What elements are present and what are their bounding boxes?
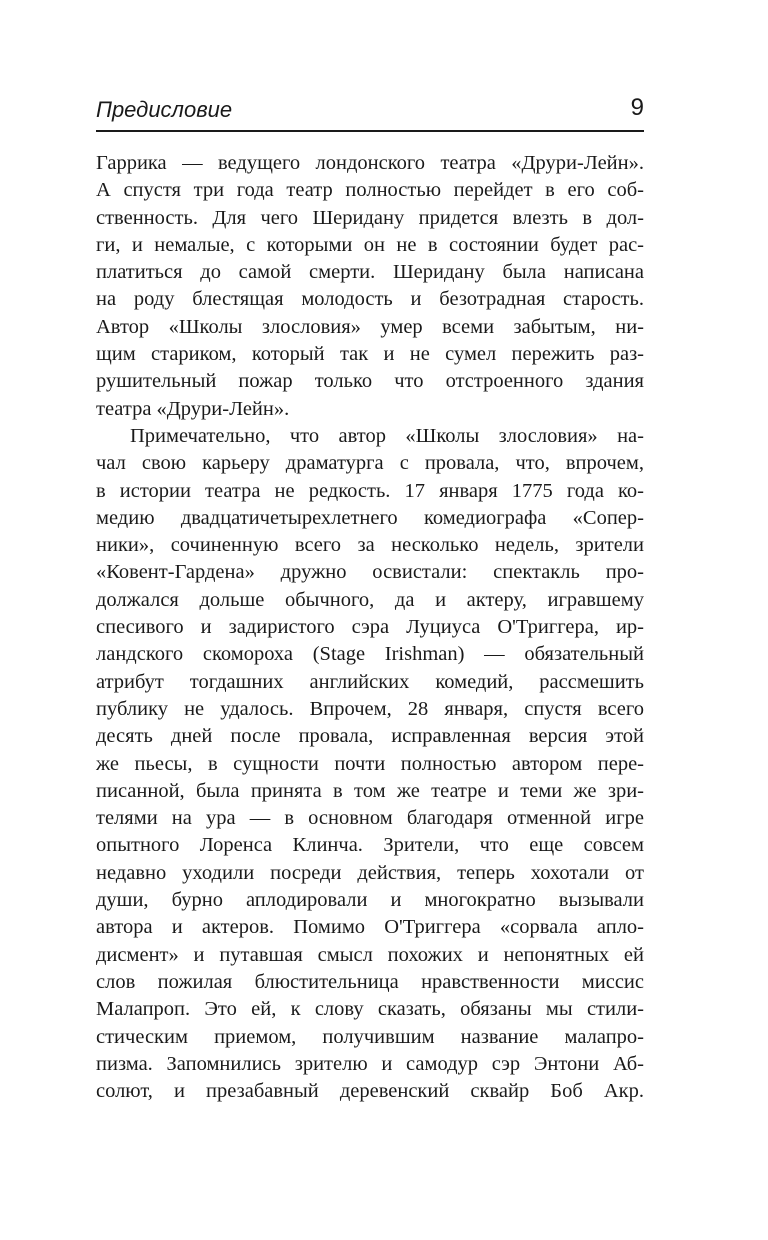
text-line: театра «Друри-Лейн». — [96, 397, 290, 420]
text-line: Автор «Школы злословия» умер всеми забытым, ни- — [96, 315, 644, 338]
text-line: спесивого и задиристого сэра Луциуса О'Триггера, ир- — [96, 616, 644, 639]
text-line: щим стариком, который так и не сумел пережить раз- — [96, 343, 644, 366]
paragraph-2 — [96, 423, 644, 1105]
text-line: солют, и презабавный деревенский сквайр Боб Акр. — [96, 1080, 644, 1103]
text-line: Примечательно, что автор «Школы злословия» на- — [130, 424, 644, 447]
text-line: дисмент» и путавшая смысл похожих и непонятных ей — [96, 943, 644, 966]
text-line: телями на ура — в основном благодаря отменной игре — [96, 807, 644, 830]
text-line: недавно уходили посреди действия, теперь хохотали от — [96, 861, 644, 884]
text-line: публику не удалось. Впрочем, 28 января, спустя всего — [96, 697, 644, 720]
text-line: атрибут тогдашних английских комедий, рассмешить — [96, 670, 644, 693]
text-line: ственность. Для чего Шеридану придется влезть в дол- — [96, 206, 644, 229]
text-line: платиться до самой смерти. Шеридану была написана — [96, 261, 644, 284]
text-line: медию двадцатичетырехлетнего комедиографа «Сопер- — [96, 506, 644, 529]
text-line: ландского скомороха (Stage Irishman) — обязательный — [96, 643, 644, 666]
text-line: слов пожилая блюстительница нравственности миссис — [96, 970, 644, 993]
text-line: Гаррика — ведущего лондонского театра «Друри-Лейн». — [96, 152, 644, 174]
text-line: Малапроп. Это ей, к слову сказать, обязаны мы стили- — [96, 998, 644, 1021]
text-line: А спустя три года театр полностью перейдет в его соб- — [96, 179, 644, 202]
text-line: души, бурно аплодировали и многократно вызывали — [96, 889, 644, 912]
paragraph-1 — [96, 150, 644, 423]
text-line: чал свою карьеру драматурга с провала, что, впрочем, — [96, 452, 644, 475]
text-line: автора и актеров. Помимо О'Триггера «сорвала апло- — [96, 916, 644, 939]
text-line: ги, и немалые, с которыми он не в состоянии будет рас- — [96, 233, 644, 256]
running-head — [96, 94, 644, 132]
text-line: ники», сочиненную всего за несколько недель, зрители — [96, 534, 644, 557]
text-line: десять дней после провала, исправленная версия этой — [96, 725, 644, 748]
text-line: рушительный пожар только что отстроенного здания — [96, 370, 644, 393]
text-line: опытного Лоренса Клинча. Зрители, что еще совсем — [96, 834, 644, 857]
text-line: в истории театра не редкость. 17 января 1775 года ко- — [96, 479, 644, 502]
text-line: должался дольше обычного, да и актеру, игравшему — [96, 588, 644, 611]
text-line: стическим приемом, получившим название малапро- — [96, 1025, 644, 1048]
text-line: писанной, была принята в том же театре и теми же зри- — [96, 779, 644, 802]
text-line: же пьесы, в сущности почти полностью автором пере- — [96, 752, 644, 775]
section-title: Предисловие — [96, 97, 233, 122]
text-line: пизма. Запомнились зрителю и самодур сэр Энтони Аб- — [96, 1052, 644, 1075]
page-number: 9 — [630, 94, 644, 121]
text-line: «Ковент-Гардена» дружно освистали: спектакль про- — [96, 561, 644, 584]
text-line: на роду блестящая молодость и безотрадная старость. — [96, 288, 644, 311]
body-text — [96, 150, 644, 1105]
